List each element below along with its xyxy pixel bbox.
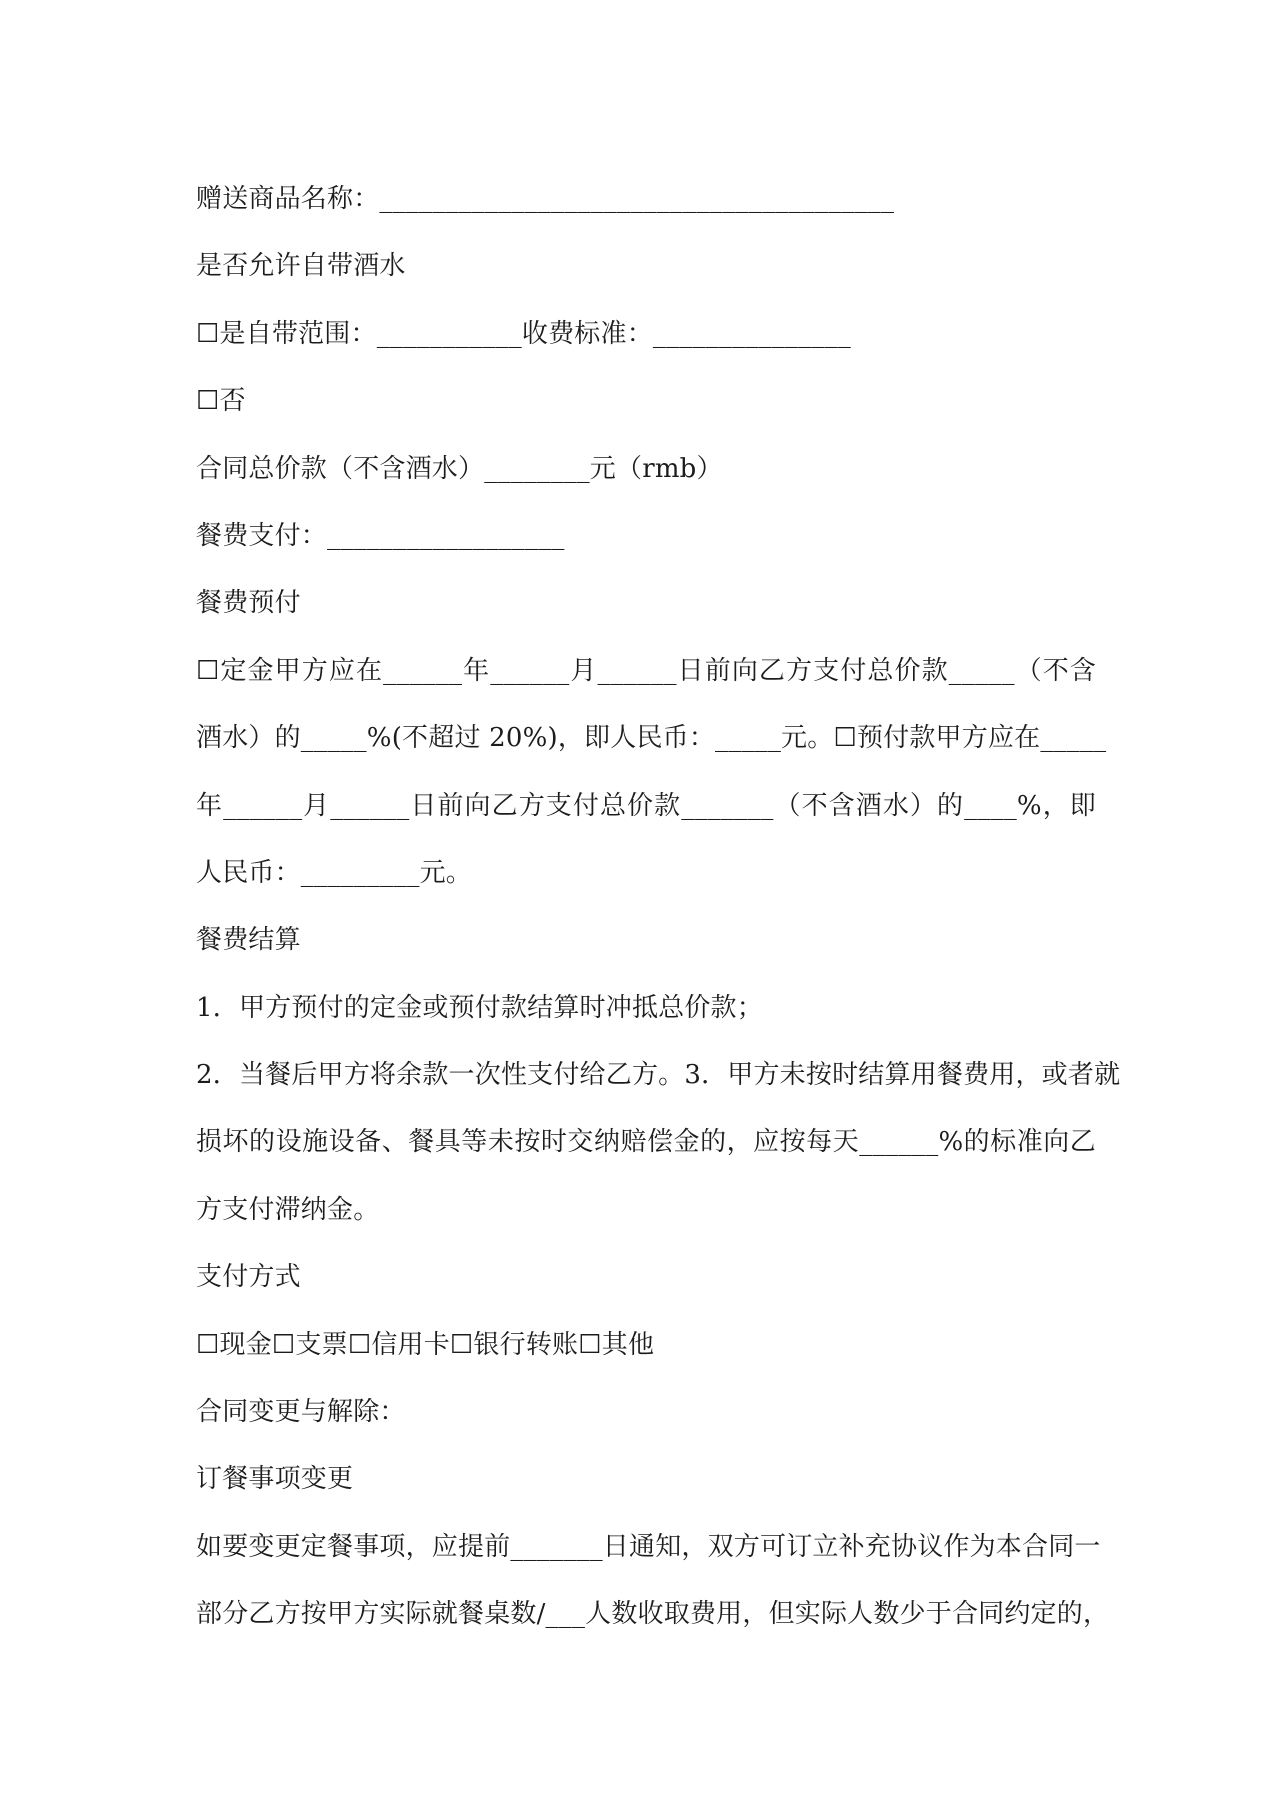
settlement-paragraph-line: 损坏的设施设备、餐具等未按时交纳赔偿金的，应按每天______%的标准向乙 [196, 1127, 1096, 1158]
deposit-paragraph-line: 人民币：_________元。 [196, 857, 473, 888]
settlement-paragraph-line: 方支付滞纳金。 [196, 1194, 380, 1225]
deposit-paragraph-line: ☐定金甲方应在______年______月______日前向乙方支付总价款_____（不含 [196, 655, 1096, 686]
settlement-item-1: 1．甲方预付的定金或预付款结算时冲抵总价款； [196, 992, 763, 1023]
payment-method-options: ☐现金☐支票☐信用卡☐银行转账☐其他 [196, 1329, 655, 1360]
document-page [196, 166, 1121, 1649]
payment-method-heading: 支付方式 [196, 1262, 301, 1293]
settlement-heading: 餐费结算 [196, 925, 301, 956]
deposit-paragraph-line: 年______月______日前向乙方支付总价款_______（不含酒水）的____%，即 [196, 790, 1096, 821]
total-price-line: 合同总价款（不含酒水）________元（rmb） [196, 453, 723, 484]
byob-question-line: 是否允许自带酒水 [196, 251, 406, 282]
byob-yes-option: ☐是自带范围：___________收费标准：_______________ [196, 318, 851, 349]
meal-payment-line: 餐费支付：__________________ [196, 520, 565, 551]
prepay-heading: 餐费预付 [196, 588, 301, 619]
order-change-paragraph-line: 部分乙方按甲方实际就餐桌数/___人数收取费用，但实际人数少于合同约定的， [196, 1599, 1110, 1630]
byob-no-option: ☐否 [196, 386, 246, 417]
order-change-heading: 订餐事项变更 [196, 1464, 354, 1495]
gift-name-line: 赠送商品名称：_______________________________________ [196, 184, 895, 214]
change-termination-heading: 合同变更与解除： [196, 1397, 406, 1428]
deposit-paragraph-line: 酒水）的_____%(不超过 20%)，即人民币：_____元。☐预付款甲方应在_____ [196, 723, 1107, 754]
order-change-paragraph-line: 如要变更定餐事项，应提前_______日通知，双方可订立补充协议作为本合同一 [196, 1531, 1101, 1562]
settlement-paragraph-line: 2．当餐后甲方将余款一次性支付给乙方。3．甲方未按时结算用餐费用，或者就 [196, 1060, 1121, 1091]
